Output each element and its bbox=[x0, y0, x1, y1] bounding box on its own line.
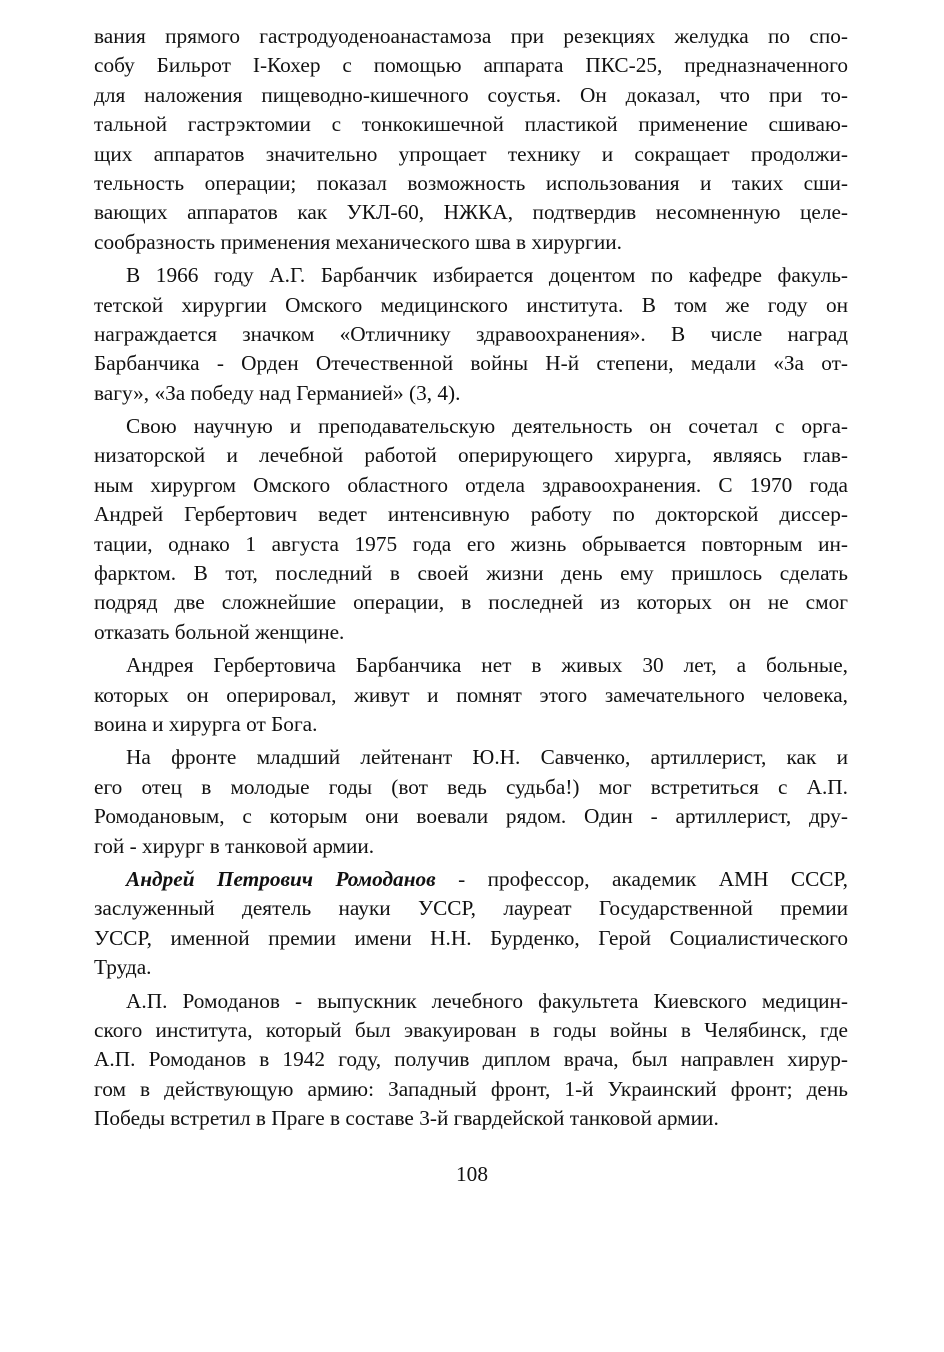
text-line: ным хирургом Омского областного отдела здравоохранения. С 1970 года bbox=[94, 472, 848, 497]
text-line: для наложения пищеводно-кишечного соустья. Он доказал, что при то- bbox=[94, 82, 848, 107]
text-line: А.П. Ромоданов - выпускник лечебного факультета Киевского медицин- bbox=[126, 988, 848, 1013]
text-line: его отец в молодые годы (вот ведь судьба!) мог встретиться с А.П. bbox=[94, 774, 848, 799]
text-line: вагу», «За победу над Германией» (3, 4). bbox=[94, 380, 461, 405]
text-line bbox=[94, 865, 848, 894]
text-line: ского института, который был эвакуирован в годы войны в Челябинск, где bbox=[94, 1017, 848, 1042]
text-line: отказать больной женщине. bbox=[94, 619, 345, 644]
text-line: тальной гастрэктомии с тонкокишечной пластикой применение сшиваю- bbox=[94, 112, 848, 137]
text-line: тетской хирургии Омского медицинского института. В том же году он bbox=[94, 292, 848, 317]
text-line: вания прямого гастродуоденоанастамоза при резекциях желудка по спо- bbox=[94, 24, 848, 48]
text-line: тации, однако 1 августа 1975 года его жизнь обрывается повторным ин- bbox=[94, 531, 848, 556]
text-line: низаторской и лечебной работой оперирующего хирурга, являясь глав- bbox=[94, 443, 848, 468]
text-line: заслуженный деятель науки УССР, лауреат Государственной премии bbox=[94, 896, 848, 921]
text-line: гом в действующую армию: Западный фронт, 1-й Украинский фронт; день bbox=[94, 1076, 848, 1101]
text-line: А.П. Ромоданов в 1942 году, получив диплом врача, был направлен хирур- bbox=[94, 1047, 848, 1072]
text-line: УССР, именной премии имени Н.Н. Бурденко, Герой Социалистического bbox=[94, 925, 848, 950]
text-line: Андрей Гербертович ведет интенсивную работу по докторской диссер- bbox=[94, 502, 848, 527]
text-line: награждается значком «Отличнику здравоохранения». В числе наград bbox=[94, 321, 848, 346]
paragraph bbox=[94, 22, 848, 257]
text-line: которых он оперировал, живут и помнят этого замечательного человека, bbox=[94, 682, 848, 707]
text-line: Труда. bbox=[94, 955, 152, 980]
text-line: Барбанчика - Орден Отечественной войны Н-й степени, медали «За от- bbox=[94, 351, 848, 376]
text-line: гой - хирург в танковой армии. bbox=[94, 833, 375, 858]
text-line: воина и хирурга от Бога. bbox=[94, 711, 318, 736]
text-line: На фронте младший лейтенант Ю.Н. Савченко, артиллерист, как и bbox=[126, 745, 848, 770]
paragraph bbox=[94, 865, 848, 983]
text-line: Андрея Гербертовича Барбанчика нет в живых 30 лет, а больные, bbox=[126, 653, 848, 678]
text-line: тельность операции; показал возможность использования и таких сши- bbox=[94, 170, 848, 195]
text-line: подряд две сложнейшие операции, в последней из которых он не смог bbox=[94, 590, 848, 615]
person-name-heading: Андрей Петрович Ромоданов bbox=[126, 866, 436, 891]
text-line: Ромодановым, с которым они воевали рядом. Один - артиллерист, дру- bbox=[94, 804, 848, 829]
text-line: щих аппаратов значительно упрощает технику и сокращает продолжи- bbox=[94, 141, 848, 166]
text-line: сообразность применения механического шва в хирургии. bbox=[94, 229, 623, 254]
paragraph bbox=[94, 987, 848, 1134]
paragraph bbox=[94, 261, 848, 408]
text-line: Победы встретил в Праге в составе 3-й гвардейской танковой армии. bbox=[94, 1106, 719, 1131]
text-line: фарктом. В тот, последний в своей жизни день ему пришлось сделать bbox=[94, 561, 848, 586]
text-line: В 1966 году А.Г. Барбанчик избирается доцентом по кафедре факуль- bbox=[126, 263, 848, 288]
paragraph bbox=[94, 651, 848, 739]
page-number: 108 bbox=[456, 1162, 488, 1186]
paragraph bbox=[94, 412, 848, 647]
text-line: вающих аппаратов как УКЛ-60, НЖКА, подтвердив несомненную целе- bbox=[94, 200, 848, 225]
text-line: собу Бильрот I-Кохер с помощью аппарата ПКС-25, предназначенного bbox=[94, 53, 848, 78]
document-body bbox=[94, 22, 848, 1133]
text-fragment: - профессор, академик АМН СССР, bbox=[435, 866, 848, 891]
paragraph bbox=[94, 743, 848, 861]
text-line: Свою научную и преподавательскую деятельность он сочетал с орга- bbox=[126, 414, 848, 439]
